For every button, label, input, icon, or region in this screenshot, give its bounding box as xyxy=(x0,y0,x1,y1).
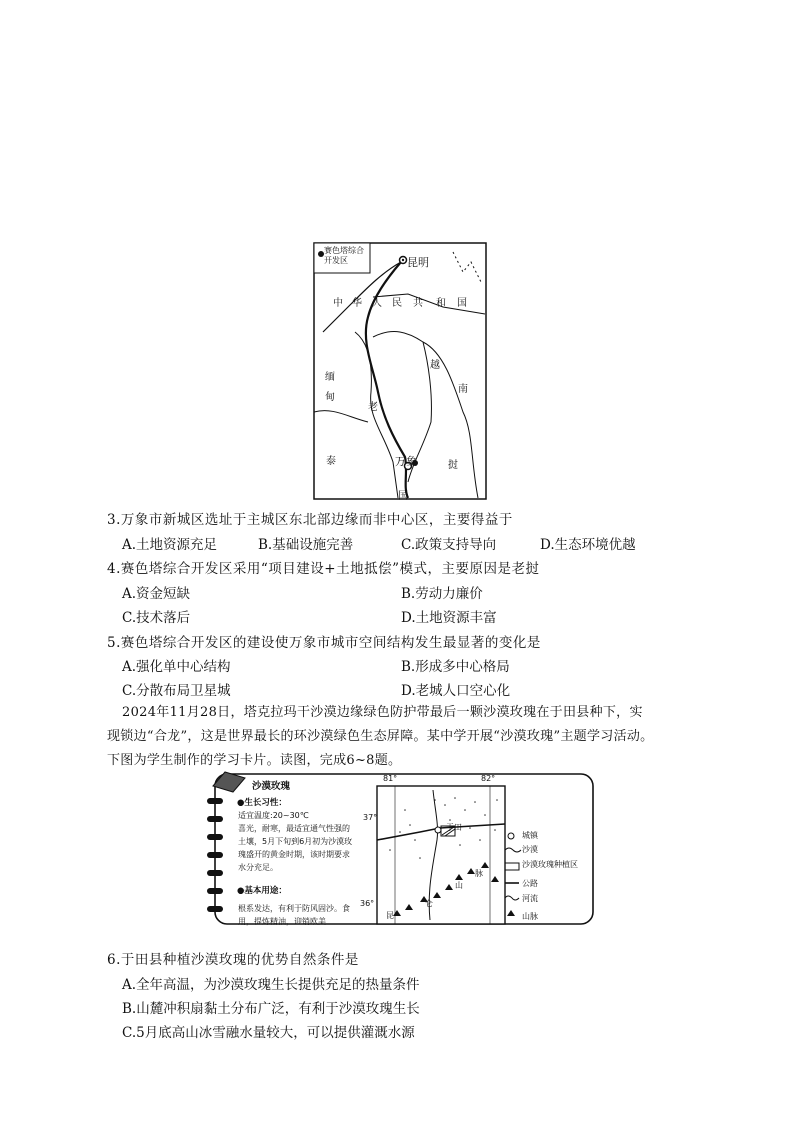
legend-rose-area-label: 沙漠玫瑰种植区 xyxy=(522,860,578,869)
town-legend-icon xyxy=(508,833,514,839)
laos-label-2: 挝 xyxy=(448,460,458,471)
question-3-stem: 3.万象市新城区选址于主城区东北部边缘而非中心区，主要得益于 xyxy=(107,512,513,528)
card-growth-habit-title: ●生长习性： xyxy=(237,798,287,808)
vietnam-label-2: 南 xyxy=(458,384,468,395)
kunming-label: 昆明 xyxy=(407,256,429,269)
question-4-option-a[interactable]: A.资金短缺 xyxy=(122,586,191,602)
mountain-label-4: 仑 xyxy=(425,899,433,908)
china-label-2: 华 xyxy=(352,298,362,309)
card-use-line-2: 用，提炼精油，迎销欧美 xyxy=(238,917,326,926)
question-3-option-b[interactable]: B.基础设施完善 xyxy=(258,537,354,553)
vientiane-label: 万象 xyxy=(395,455,417,468)
card-habit-line-2: 喜光，耐寒，最适宜通气性强的 xyxy=(238,824,350,833)
card-habit-line-3: 土壤，5月下旬到6月初为沙漠玫 xyxy=(238,837,353,846)
myanmar-label-2: 甸 xyxy=(325,392,335,403)
question-6-option-b[interactable]: B.山麓冲积扇黏土分布广泛，有利于沙漠玫瑰生长 xyxy=(122,1001,420,1017)
legend-mountain-label: 山脉 xyxy=(522,912,538,921)
legend-desert-label: 沙漠 xyxy=(522,845,538,854)
longitude-81-label: 81° xyxy=(383,774,398,783)
myanmar-label-1: 缅 xyxy=(325,372,335,383)
question-5-stem: 5.赛色塔综合开发区的建设使万象市城市空间结构发生最显著的变化是 xyxy=(107,635,541,651)
vietnam-label-1: 越 xyxy=(430,360,440,371)
china-label-5: 共 xyxy=(413,298,423,309)
mountain-label-2: 脉 xyxy=(475,869,483,878)
card-use-title: ●基本用途： xyxy=(237,886,287,896)
question-5-option-c[interactable]: C.分散布局卫星城 xyxy=(122,683,231,699)
question-4-stem: 4.赛色塔综合开发区采用“项目建设+土地抵偿”模式，主要原因是老挝 xyxy=(107,561,540,577)
question-6-option-c[interactable]: C.5月底高山冰雪融水量较大，可以提供灌溉水源 xyxy=(122,1025,415,1041)
card-title: 沙漠玫瑰 xyxy=(252,781,291,792)
china-label-4: 民 xyxy=(392,298,402,309)
legend-river-label: 河流 xyxy=(522,894,538,903)
laos-label: 老 xyxy=(368,402,378,413)
intro-line-2: 现锁边“合龙”，这是世界最长的环沙漠绿色生态屏障。某中学开展“沙漠玫瑰”主题学习活动。 xyxy=(107,729,654,744)
mountain-label-1: 山 xyxy=(455,881,463,890)
yutian-town-label: 于田 xyxy=(446,823,462,832)
question-4-option-b[interactable]: B.劳动力廉价 xyxy=(401,586,483,602)
china-label-3: 人 xyxy=(372,298,382,309)
latitude-37-label: 37° xyxy=(363,813,378,822)
thailand-label-1: 泰 xyxy=(326,456,336,467)
thailand-label-2: 国 xyxy=(398,491,408,502)
legend-road-label: 公路 xyxy=(522,879,538,888)
question-4-option-d[interactable]: D.土地资源丰富 xyxy=(401,610,497,626)
question-3-option-a[interactable]: A.土地资源充足 xyxy=(122,537,218,553)
latitude-36-label: 36° xyxy=(360,899,375,908)
china-label-7: 国 xyxy=(457,298,467,309)
question-3-option-c[interactable]: C.政策支持导向 xyxy=(401,537,497,553)
legend-town-label: 城镇 xyxy=(522,831,538,840)
map-legend-label: 赛色塔综合开发区 xyxy=(324,246,364,265)
mountain-label-3: 昆 xyxy=(386,911,394,920)
card-habit-line-1: 适宜温度:20~30℃ xyxy=(238,811,309,820)
question-5-option-d[interactable]: D.老城人口空心化 xyxy=(401,683,511,699)
question-5-option-b[interactable]: B.形成多中心格局 xyxy=(401,659,510,675)
question-6-stem: 6.于田县种植沙漠玫瑰的优势自然条件是 xyxy=(107,952,359,968)
longitude-82-label: 82° xyxy=(481,774,496,783)
intro-line-3: 下图为学生制作的学习卡片。读图，完成6~8题。 xyxy=(107,753,402,768)
intro-line-1: 2024年11月28日，塔克拉玛干沙漠边缘绿色防护带最后一颗沙漠玫瑰在于田县种下，实 xyxy=(122,705,643,720)
question-6-option-a[interactable]: A.全年高温，为沙漠玫瑰生长提供充足的热量条件 xyxy=(122,977,420,993)
card-habit-line-4: 瑰盛开的黄金时期，该时期要求 xyxy=(238,850,350,859)
question-4-option-c[interactable]: C.技术落后 xyxy=(122,610,191,626)
china-label-6: 和 xyxy=(436,298,446,309)
question-3-option-d[interactable]: D.生态环境优越 xyxy=(540,537,636,553)
card-habit-line-5: 水分充足。 xyxy=(238,863,278,872)
card-use-line-1: 根系发达，有利于防风固沙。食 xyxy=(238,904,350,913)
question-5-option-a[interactable]: A.强化单中心结构 xyxy=(122,659,231,675)
china-label-1: 中 xyxy=(333,298,343,309)
